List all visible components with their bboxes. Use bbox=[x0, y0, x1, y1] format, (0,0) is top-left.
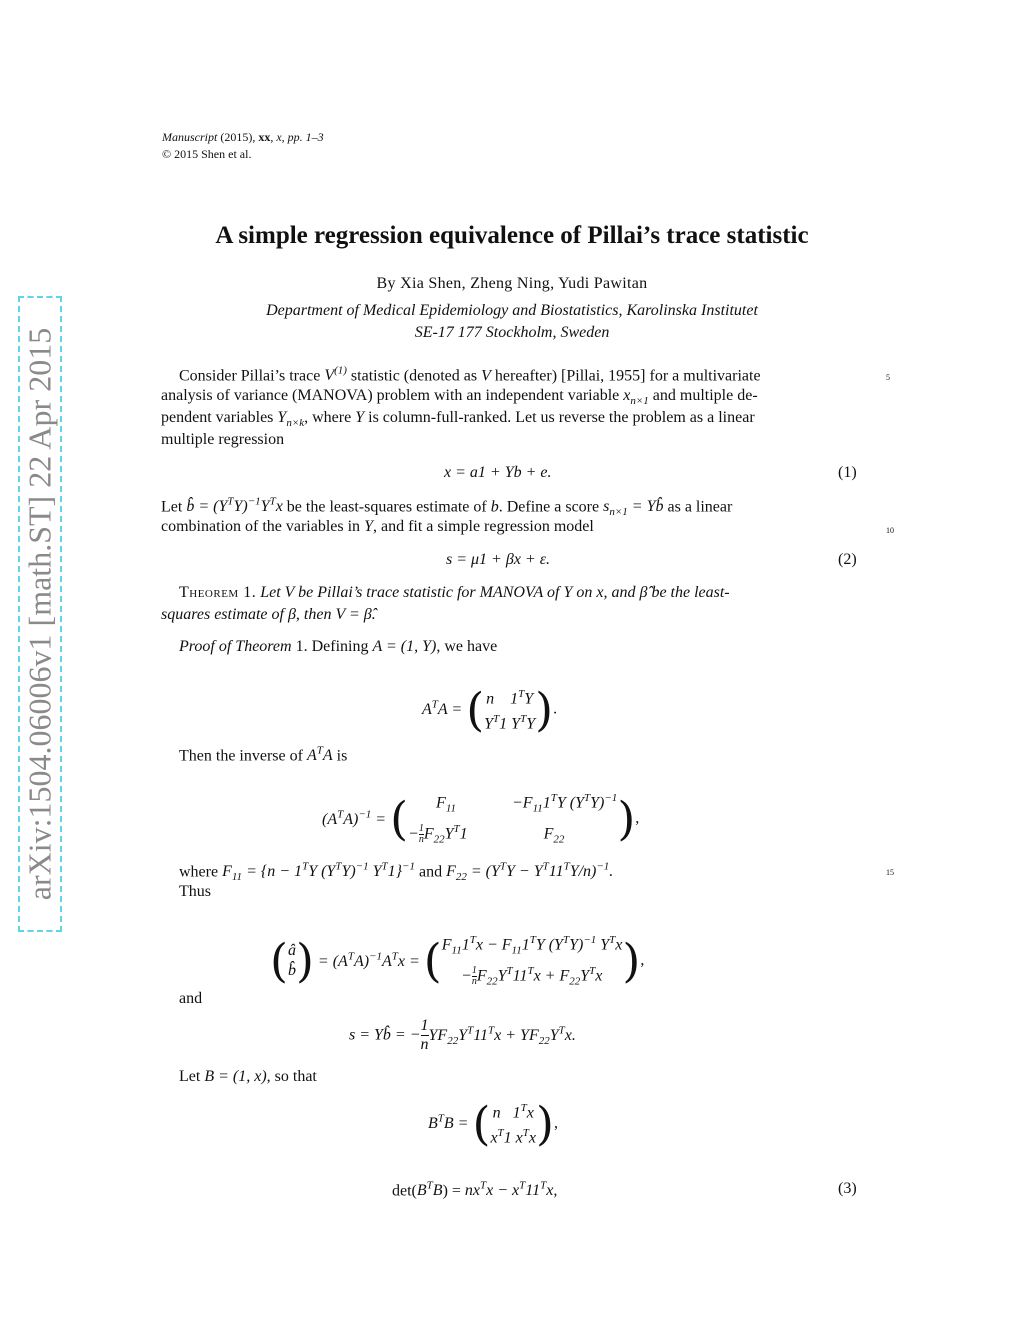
arxiv-stamp-text: arXiv:1504.06006v1 [math.ST] 22 Apr 2015 bbox=[21, 327, 58, 901]
intro-line-3 bbox=[161, 409, 755, 429]
body-text: Let bbox=[161, 498, 183, 516]
proof-label: 1. bbox=[295, 638, 308, 655]
math-inline: $s_{n\times 1}$ = Yb̂ bbox=[603, 498, 664, 519]
body-text: combination of the variables in bbox=[161, 518, 361, 535]
let-b-line-2 bbox=[161, 518, 594, 536]
intro-text: pendent variables bbox=[161, 409, 274, 426]
journal-volume: xx bbox=[258, 130, 271, 144]
intro-text: analysis of variance (MANOVA) problem with an independent variable bbox=[161, 387, 620, 404]
theorem-text: , then bbox=[295, 606, 332, 623]
line-number: 5 bbox=[886, 373, 890, 382]
and-line: and bbox=[179, 990, 203, 1007]
thus-line: Thus bbox=[179, 883, 211, 900]
theorem-label: Theorem 1. bbox=[179, 584, 257, 601]
math-inline: Y bbox=[364, 518, 373, 535]
affiliation bbox=[0, 300, 1024, 344]
equation-number-3: (3) bbox=[838, 1180, 857, 1197]
equation-inverse: $(A^TA)^{-1}$ = ( $F_{11}$ $-F_{11}1^TY$ $(Y^TY)^{-1}$ − $\frac{1}{n}$ $F_{22}Y^T1$ $F_{22}$ ), bbox=[322, 791, 640, 846]
math-inline: V = β̂. bbox=[335, 606, 376, 623]
equation-1: x = a1 + Yb + e. bbox=[444, 464, 552, 481]
theorem-text: Let V be Pillai’s trace statistic for MANOVA of Y on x, and bbox=[260, 584, 636, 601]
line-number: 10 bbox=[886, 526, 894, 535]
math-inline: β bbox=[287, 606, 296, 623]
body-text: Defining bbox=[311, 638, 369, 655]
journal-name: Manuscript bbox=[162, 130, 218, 144]
math-inline: $A^TA$ bbox=[306, 745, 333, 765]
journal-header bbox=[162, 129, 324, 163]
math-inline: $F_{11} = \{n - 1^TY$ $(Y^TY)^{-1}$ $Y^T1\}^{-1}$ bbox=[222, 861, 415, 884]
math-inline: B = (1, x) bbox=[204, 1068, 267, 1085]
body-text: and bbox=[418, 863, 443, 881]
body-text: where bbox=[179, 863, 219, 881]
arxiv-stamp[interactable] bbox=[18, 296, 62, 932]
body-text: as a linear bbox=[667, 498, 733, 516]
math-inline: Y bbox=[355, 409, 365, 426]
body-text: Let bbox=[179, 1068, 201, 1085]
equation-number-1: (1) bbox=[838, 464, 857, 481]
intro-line-4: multiple regression bbox=[161, 431, 285, 448]
math-inline: $x_{n\times 1}$ bbox=[623, 387, 649, 408]
then-inverse-line bbox=[179, 745, 347, 765]
intro-text: is column-full-ranked. Let us reverse the problem as a linear bbox=[368, 409, 755, 426]
equation-number-2: (2) bbox=[838, 551, 857, 568]
theorem-text: squares estimate of bbox=[161, 606, 284, 623]
line-number: 15 bbox=[886, 868, 894, 877]
where-line bbox=[179, 861, 613, 884]
intro-text: statistic (denoted as bbox=[350, 367, 478, 385]
proof-line bbox=[179, 638, 497, 656]
intro-text: , where bbox=[304, 409, 352, 426]
proof-label: Proof of Theorem bbox=[179, 638, 292, 655]
equation-2: s = μ1 + βx + ε. bbox=[446, 551, 551, 568]
intro-text: hereafter) [Pillai, 1955] for a multivariate bbox=[494, 367, 761, 385]
equation-btb: $B^TB$ = ( n $1^Tx$ $x^T1$ $x^Tx$ ), bbox=[428, 1096, 558, 1151]
math-inline: $F_{22} = (Y^TY - Y^T11^TY/n)^{-1}$. bbox=[446, 861, 614, 884]
body-text: be the least-squares estimate of bbox=[286, 498, 487, 516]
intro-text: Consider Pillai’s trace bbox=[179, 367, 321, 385]
body-text: , so that bbox=[266, 1068, 317, 1085]
body-text: is bbox=[336, 747, 348, 765]
math-inline: $Y_{n\times k}$ bbox=[277, 409, 305, 430]
theorem-line-2 bbox=[161, 606, 376, 624]
math-inline: $V^{(1)}$ bbox=[324, 365, 347, 385]
copyright: © 2015 Shen et al. bbox=[162, 147, 252, 161]
let-b-line-1 bbox=[161, 496, 732, 519]
math-inline: V bbox=[481, 367, 491, 385]
body-text: , and fit a simple regression model bbox=[372, 518, 594, 535]
journal-pages: , x, pp. 1–3 bbox=[270, 130, 324, 144]
equation-3: $\det(B^TB) = nx^Tx - x^T11^Tx$, bbox=[392, 1180, 558, 1200]
equation-ata: $A^TA$ = ( n $1^TY$ $Y^T1$ $Y^TY$ ). bbox=[422, 682, 558, 737]
math-inline: A = (1, Y) bbox=[372, 638, 437, 655]
intro-text: and multiple de- bbox=[652, 387, 758, 404]
journal-citation bbox=[162, 129, 324, 146]
body-text: , we have bbox=[436, 638, 498, 655]
math-inline: β̂ bbox=[639, 584, 648, 601]
affiliation-line-2: SE-17 177 Stockholm, Sweden bbox=[414, 324, 610, 341]
body-text: Then the inverse of bbox=[179, 747, 303, 765]
equation-ab-hat: ( â b̂ ) = $(A^TA)^{-1}A^Tx$ = ( $F_{11}1^Tx - F_{11}1^TY$ $(Y^TY)^{-1}$ $Y^Tx$ − $\frac{1}{n}$ $F_{22}Y^T11^Tx + F_{22}Y^Tx$ ), bbox=[270, 933, 645, 988]
paper-title: A simple regression equivalence of Pillai’s trace statistic bbox=[215, 222, 809, 249]
intro-line-2 bbox=[161, 387, 758, 407]
equation-s: s = Yb̂ = − $\frac{1}{n}$ $YF_{22}Y^T11^Tx + YF_{22}Y^Tx$. bbox=[349, 1017, 576, 1053]
intro-line-1 bbox=[179, 365, 761, 385]
body-text: . Define a score bbox=[498, 498, 600, 516]
let-B-line bbox=[179, 1068, 317, 1086]
journal-year: (2015), bbox=[220, 130, 256, 144]
math-inline: b bbox=[490, 498, 499, 516]
math-inline: b̂ = $(Y^TY)^{-1}Y^Tx$ bbox=[186, 496, 283, 516]
affiliation-line-1: Department of Medical Epidemiology and Biostatistics, Karolinska Institutet bbox=[266, 302, 758, 319]
authors: By Xia Shen, Zheng Ning, Yudi Pawitan bbox=[376, 275, 648, 292]
theorem-line-1 bbox=[179, 584, 730, 602]
theorem-text: be the least- bbox=[651, 584, 730, 601]
